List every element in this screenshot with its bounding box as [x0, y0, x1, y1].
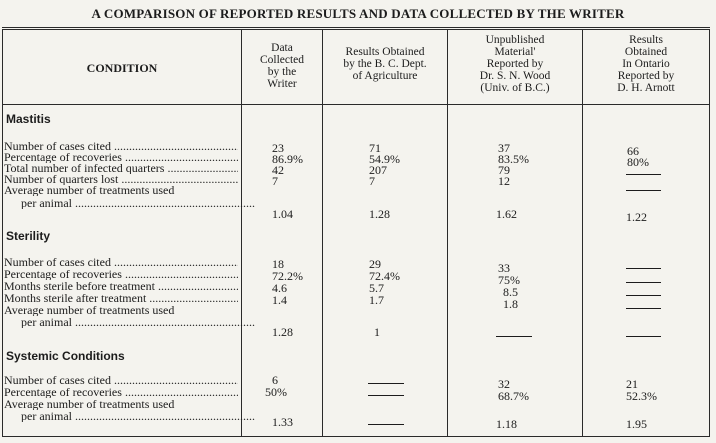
table-title: A COMPARISON OF REPORTED RESULTS AND DATA COLLECTED BY THE WRITER: [91, 6, 625, 21]
cell-value: 1.33: [272, 415, 293, 429]
cell-value: 21: [626, 377, 638, 391]
cell-value: 68.7%: [498, 389, 529, 403]
cell-value: 75%: [498, 273, 520, 287]
cell-value: 5.7: [369, 281, 384, 295]
header-line: Results Obtained: [345, 46, 425, 58]
header-line: Reported by: [617, 70, 675, 82]
column-divider: [241, 29, 242, 437]
cell-value: 7: [369, 174, 375, 188]
cell-value: 1.7: [369, 293, 384, 307]
cell-value: 1.22: [626, 210, 647, 224]
section-title-mastitis: Mastitis: [6, 112, 51, 126]
header-line: Material': [494, 46, 536, 58]
header-line: by the B. C. Dept.: [343, 58, 427, 70]
dash-mark: [626, 308, 661, 309]
dash-mark: [368, 383, 404, 384]
cell-value: 8.5: [503, 285, 518, 299]
row-label: Percentage of recoveries .....: [4, 152, 238, 163]
cell-value: 52.3%: [626, 389, 657, 403]
section-title-sterility: Sterility: [6, 229, 51, 243]
row-label: per animal .....: [21, 411, 255, 422]
dash-mark: [626, 336, 661, 337]
cell-value: 4.6: [272, 281, 287, 295]
cell-value: 72.4%: [369, 269, 400, 283]
header-col4: [583, 34, 709, 94]
cell-value: 86.9%: [272, 152, 303, 166]
cell-value: 32: [498, 377, 510, 391]
dash-mark: [626, 295, 661, 296]
cell-value: 1.62: [496, 207, 517, 221]
cell-value: 12: [498, 174, 510, 188]
header-line: Dr. S. N. Wood: [479, 70, 551, 82]
header-line: of Agriculture: [352, 70, 418, 82]
row-label: Average number of treatments used: [4, 185, 175, 196]
row-label: per animal .....: [21, 198, 255, 209]
dash-mark: [626, 282, 661, 283]
cell-value: 6: [272, 373, 278, 387]
header-line: Collected: [259, 54, 305, 66]
header-rule: [2, 104, 710, 105]
row-label: Months sterile after treatment .....: [4, 293, 238, 304]
cell-value: 80%: [627, 155, 649, 169]
column-divider: [322, 29, 323, 437]
row-label: Months sterile before treatment .....: [4, 281, 238, 292]
row-label: Number of cases cited .....: [4, 257, 238, 268]
row-label: Number of cases cited .....: [4, 375, 238, 386]
section-title-systemic: Systemic Conditions: [6, 349, 125, 363]
header-condition: CONDITION: [86, 61, 158, 75]
header-line: Reported by: [486, 58, 544, 70]
header-line: Obtained: [624, 46, 668, 58]
header-line: Writer: [267, 78, 297, 90]
cell-value: 1: [374, 325, 380, 339]
dash-mark: [496, 336, 532, 337]
cell-value: 207: [369, 163, 387, 177]
header-line: In Ontario: [622, 58, 670, 70]
row-label: Total number of infected quarters .....: [4, 163, 238, 174]
header-col3: [448, 34, 582, 94]
title-rule: [2, 27, 710, 28]
header-line: D. H. Arnott: [617, 82, 675, 94]
cell-value: 1.18: [496, 417, 517, 431]
header-col2: [323, 46, 447, 82]
header-line: Unpublished: [485, 34, 545, 46]
row-label: per animal .....: [21, 317, 255, 328]
dash-mark: [368, 395, 404, 396]
cell-value: 54.9%: [369, 152, 400, 166]
row-label: Average number of treatments used: [4, 305, 175, 316]
cell-value: 1.4: [272, 293, 287, 307]
cell-value: 83.5%: [498, 152, 529, 166]
cell-value: 1.8: [503, 297, 518, 311]
cell-value: 50%: [265, 385, 287, 399]
row-label: Number of cases cited .....: [4, 141, 238, 152]
cell-value: 72.2%: [272, 269, 303, 283]
cell-value: 1.28: [272, 325, 293, 339]
cell-value: 37: [498, 141, 510, 155]
cell-value: 1.28: [369, 207, 390, 221]
row-label: Number of quarters lost .....: [4, 174, 238, 185]
cell-value: 29: [369, 257, 381, 271]
cell-value: 66: [627, 144, 639, 158]
header-line: Data: [271, 42, 293, 54]
cell-value: 71: [369, 141, 381, 155]
cell-value: 79: [498, 163, 510, 177]
cell-value: 42: [272, 163, 284, 177]
header-col1: [242, 42, 322, 90]
row-label: Average number of treatments used: [4, 399, 175, 410]
dash-mark: [626, 268, 661, 269]
cell-value: 18: [272, 257, 284, 271]
dash-mark: [626, 190, 661, 191]
cell-value: 33: [498, 261, 510, 275]
row-label: Percentage of recoveries .....: [4, 387, 238, 398]
header-line: (Univ. of B.C.): [480, 82, 550, 94]
header-line: Results: [629, 34, 663, 46]
cell-value: 1.04: [272, 207, 293, 221]
row-label: Percentage of recoveries .....: [4, 269, 238, 280]
header-line: by the: [267, 66, 297, 78]
cell-value: 1.95: [626, 417, 647, 431]
cell-value: 23: [272, 141, 284, 155]
dash-mark: [626, 174, 661, 175]
cell-value: 7: [272, 174, 278, 188]
dash-mark: [368, 424, 404, 425]
